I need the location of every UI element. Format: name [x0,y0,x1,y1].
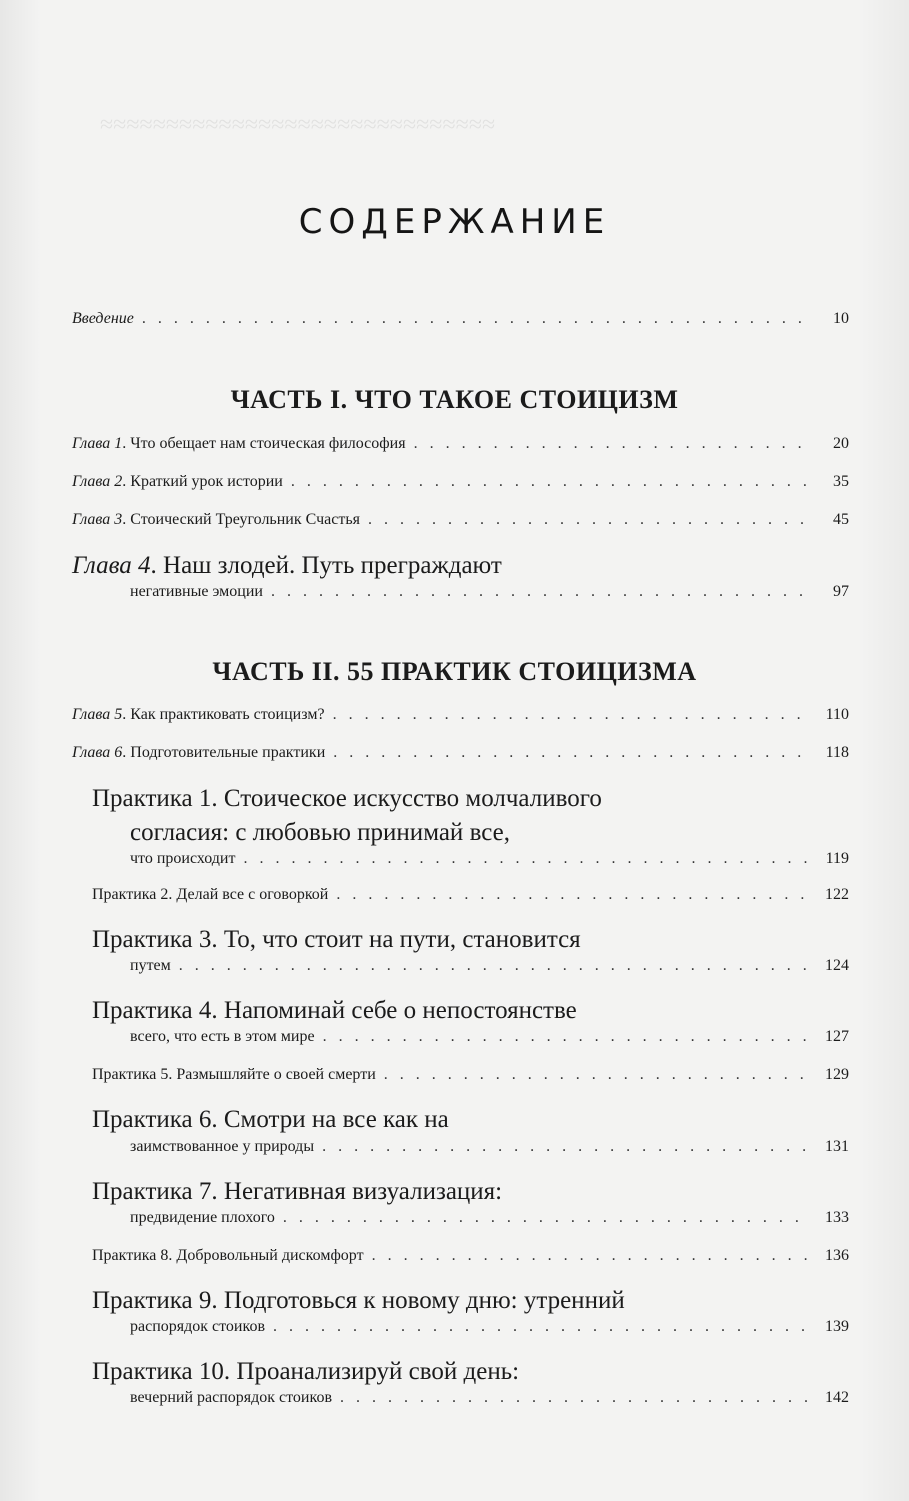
toc-practice-entry[interactable] [92,1175,502,1209]
chapter-title: . Краткий урок истории [122,473,283,490]
toc-page-number: 122 [825,886,849,903]
page-title: СОДЕРЖАНИЕ [298,202,611,242]
toc-page-number: 45 [833,511,849,528]
practice-title: Практика 4. Напоминай себе о непостоянстве [92,997,577,1024]
toc-practice-entry-continuation[interactable] [130,816,510,850]
bleed-through-decoration: ≈≈≈≈≈≈≈≈≈≈≈≈≈≈≈≈≈≈≈≈≈≈≈≈≈≈≈≈≈≈ [100,112,496,138]
practice-title: Практика 6. Смотри на все как на [92,1106,449,1133]
chapter-title: . Стоический Треугольник Счастья [122,511,360,528]
toc-practice-entry-continuation[interactable] [130,1389,849,1423]
dot-leader [142,310,807,328]
practice-title: Практика 3. То, что стоит на пути, становится [92,926,581,953]
practice-title-continuation: предвидение плохого [130,1209,275,1226]
chapter-title: . Наш злодей. Путь преграждают [150,552,502,579]
toc-page-number: 127 [825,1028,849,1045]
practice-title: Практика 10. Проанализируй свой день: [92,1358,520,1385]
dot-leader [333,706,807,724]
practice-title-continuation: что происходит [130,850,236,867]
toc-practice-entry-continuation[interactable] [130,1318,849,1352]
toc-page-number: 136 [825,1247,849,1264]
toc-practice-entry-continuation[interactable] [130,1138,849,1172]
toc-page-number: 119 [825,850,849,867]
toc-chapter-entry[interactable] [72,473,849,507]
dot-leader [273,1318,807,1336]
practice-title: Практика 9. Подготовься к новому дню: утренний [92,1287,625,1314]
chapter-label: Глава 2 [72,473,123,490]
toc-chapter-entry-continuation[interactable] [130,583,849,617]
practice-title: Практика 2. Делай все с оговоркой [92,886,329,903]
toc-page-number: 142 [825,1389,849,1406]
part-heading: ЧАСТЬ II. 55 ПРАКТИК СТОИЦИЗМА [212,657,697,686]
dot-leader [322,1138,807,1156]
toc-page-number: 131 [825,1138,849,1155]
toc-practice-entry[interactable] [92,886,849,920]
practice-title: Практика 5. Размышляйте о своей смерти [92,1066,376,1083]
toc-chapter-entry[interactable] [72,511,849,545]
toc-page-number: 35 [833,473,849,490]
toc-entry-label: Введение [72,310,134,327]
chapter-label: Глава 3 [72,511,123,528]
toc-practice-entry[interactable] [92,994,577,1028]
toc-practice-entry-continuation[interactable] [130,957,849,991]
dot-leader [179,957,807,975]
toc-practice-entry[interactable] [92,1355,519,1389]
chapter-title: . Подготовительные практики [122,744,326,761]
toc-page-number: 118 [825,744,849,761]
toc-page-number: 20 [833,435,849,452]
chapter-label: Глава 5 [72,706,123,723]
toc-practice-entry[interactable] [92,1284,625,1318]
toc-practice-entry[interactable] [92,782,602,816]
toc-chapter-entry[interactable] [72,435,849,469]
chapter-label: Глава 4 [72,552,151,579]
toc-chapter-entry[interactable] [72,706,849,740]
practice-title-continuation: вечерний распорядок стоиков [130,1389,332,1406]
dot-leader [336,886,807,904]
dot-leader [243,850,807,868]
dot-leader [414,435,807,453]
practice-title: Практика 7. Негативная визуализация: [92,1178,503,1205]
toc-intro-entry[interactable] [72,310,849,344]
chapter-title-continuation: негативные эмоции [130,583,263,600]
toc-practice-entry-continuation[interactable] [130,850,849,884]
toc-practice-entry[interactable] [92,923,581,957]
dot-leader [291,473,807,491]
toc-practice-entry-continuation[interactable] [130,1028,849,1062]
toc-page-number: 133 [825,1209,849,1226]
dot-leader [271,583,807,601]
practice-title-continuation: согласия: с любовью принимай все, [130,819,510,846]
toc-practice-entry[interactable] [92,1247,849,1281]
toc-page-number: 129 [825,1066,849,1083]
practice-title-continuation: всего, что есть в этом мире [130,1028,315,1045]
dot-leader [323,1028,807,1046]
practice-title-continuation: распорядок стоиков [130,1318,265,1335]
dot-leader [333,744,807,762]
toc-page-number: 97 [833,583,849,600]
part-heading: ЧАСТЬ I. ЧТО ТАКОЕ СТОИЦИЗМ [230,385,679,414]
dot-leader [372,1247,807,1265]
toc-page-number: 124 [825,957,849,974]
dot-leader [340,1389,807,1407]
practice-title-continuation: путем [130,957,171,974]
chapter-title: . Как практиковать стоицизм? [122,706,325,723]
toc-chapter-entry[interactable] [72,549,502,583]
toc-chapter-entry[interactable] [72,744,849,778]
toc-practice-entry-continuation[interactable] [130,1209,849,1243]
dot-leader [384,1066,807,1084]
practice-title: Практика 8. Добровольный дискомфорт [92,1247,364,1264]
chapter-title: . Что обещает нам стоическая философия [122,435,406,452]
dot-leader [368,511,807,529]
practice-title-continuation: заимствованное у природы [130,1138,315,1155]
toc-practice-entry[interactable] [92,1066,849,1100]
dot-leader [283,1209,807,1227]
toc-page-number: 10 [833,310,849,327]
toc-practice-entry[interactable] [92,1103,449,1137]
toc-page-number: 139 [825,1318,849,1335]
chapter-label: Глава 6 [72,744,123,761]
practice-title: Практика 1. Стоическое искусство молчаливого [92,785,602,812]
chapter-label: Глава 1 [72,435,123,452]
toc-page-number: 110 [825,706,849,723]
